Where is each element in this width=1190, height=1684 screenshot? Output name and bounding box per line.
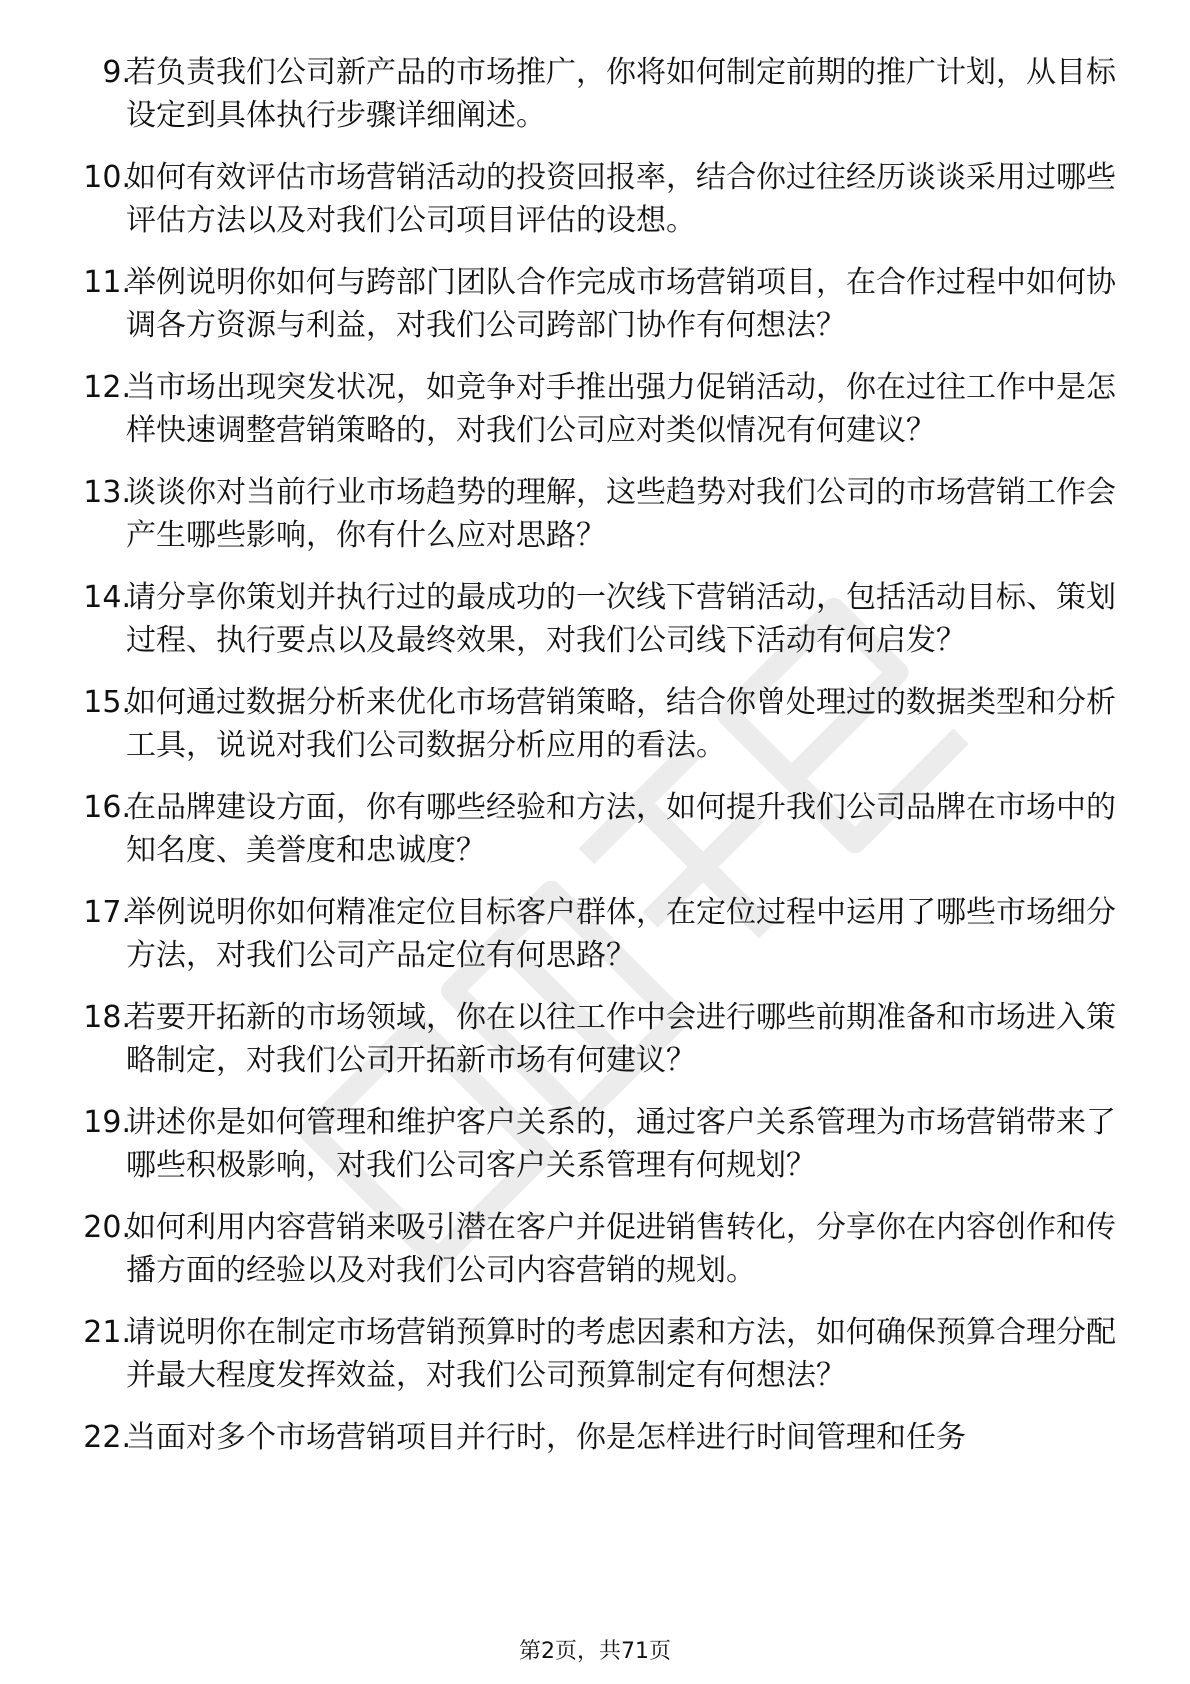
question-text: 讲述你是如何管理和维护客户关系的，通过客户关系管理为市场营销带来了哪些积极影响，对我们公司客户关系管理有何规划？	[126, 1105, 1116, 1183]
question-item	[0, 262, 1190, 347]
question-number: 14.	[83, 580, 131, 615]
question-item	[0, 367, 1190, 452]
question-text: 如何有效评估市场营销活动的投资回报率，结合你过往经历谈谈采用过哪些评估方法以及对我们公司项目评估的设想。	[126, 160, 1116, 238]
question-text: 举例说明你如何与跨部门团队合作完成市场营销项目，在合作过程中如何协调各方资源与利益，对我们公司跨部门协作有何想法？	[126, 265, 1116, 343]
question-text: 若负责我们公司新产品的市场推广，你将如何制定前期的推广计划，从目标设定到具体执行步骤详细阐述。	[126, 55, 1116, 133]
question-item	[0, 157, 1190, 242]
question-item	[0, 52, 1190, 137]
question-item	[0, 997, 1190, 1082]
question-number: 16.	[83, 790, 131, 825]
question-item	[0, 1417, 1190, 1460]
question-item	[0, 1207, 1190, 1292]
question-text: 请说明你在制定市场营销预算时的考虑因素和方法，如何确保预算合理分配并最大程度发挥效益，对我们公司预算制定有何想法？	[126, 1315, 1116, 1393]
question-text: 如何通过数据分析来优化市场营销策略，结合你曾处理过的数据类型和分析工具，说说对我们公司数据分析应用的看法。	[126, 685, 1116, 763]
question-item	[0, 577, 1190, 662]
question-number: 11.	[83, 265, 131, 300]
question-number: 17.	[83, 895, 131, 930]
question-text: 如何利用内容营销来吸引潜在客户并促进销售转化，分享你在内容创作和传播方面的经验以及对我们公司内容营销的规划。	[126, 1210, 1116, 1288]
question-item	[0, 472, 1190, 557]
question-item	[0, 787, 1190, 872]
question-number: 13.	[83, 475, 131, 510]
question-number: 18.	[83, 1000, 131, 1035]
question-text: 谈谈你对当前行业市场趋势的理解，这些趋势对我们公司的市场营销工作会产生哪些影响，你有什么应对思路？	[126, 475, 1116, 553]
question-text: 若要开拓新的市场领域，你在以往工作中会进行哪些前期准备和市场进入策略制定，对我们公司开拓新市场有何建议？	[126, 1000, 1116, 1078]
question-number: 10.	[83, 160, 131, 195]
question-number: 9.	[102, 55, 131, 90]
page-footer: 第2页，共71页	[519, 1639, 671, 1664]
question-text: 当市场出现突发状况，如竞争对手推出强力促销活动，你在过往工作中是怎样快速调整营销策略的，对我们公司应对类似情况有何建议？	[126, 370, 1116, 448]
question-item	[0, 1102, 1190, 1187]
question-text: 举例说明你如何精准定位目标客户群体，在定位过程中运用了哪些市场细分方法，对我们公司产品定位有何思路？	[126, 895, 1116, 973]
question-item	[0, 1312, 1190, 1397]
question-number: 19.	[83, 1105, 131, 1140]
question-text: 在品牌建设方面，你有哪些经验和方法，如何提升我们公司品牌在市场中的知名度、美誉度和忠诚度？	[126, 790, 1116, 868]
question-number: 20.	[83, 1210, 131, 1245]
question-text: 当面对多个市场营销项目并行时，你是怎样进行时间管理和任务	[126, 1420, 966, 1455]
question-number: 12.	[83, 370, 131, 405]
question-number: 22.	[83, 1420, 131, 1455]
question-number: 15.	[83, 685, 131, 720]
question-item	[0, 892, 1190, 977]
question-text: 请分享你策划并执行过的最成功的一次线下营销活动，包括活动目标、策划过程、执行要点以及最终效果，对我们公司线下活动有何启发？	[126, 580, 1116, 658]
question-list	[0, 52, 1190, 1480]
question-item	[0, 682, 1190, 767]
question-number: 21.	[83, 1315, 131, 1350]
